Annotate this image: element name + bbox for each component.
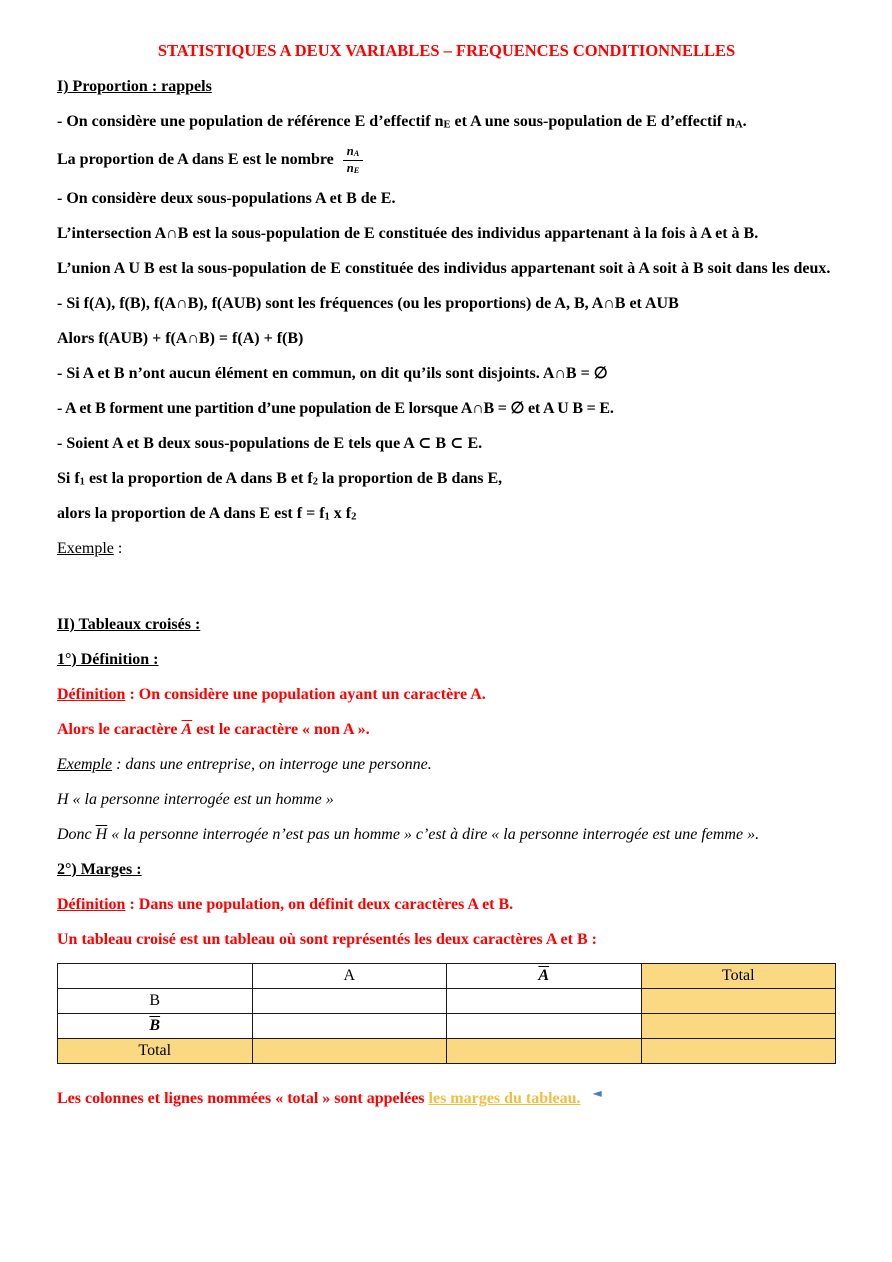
para-femme: Donc $\overline{H}$ « la personne interrogée n’est pas un homme » c’est à dire « la personne interrogée est une femme ». <box>57 825 760 843</box>
heading-definition-1: 1°) Définition : <box>57 650 159 668</box>
fraction-nA-over-nE: $\frac{nA}{nE}$ <box>343 145 363 176</box>
table-cell <box>58 963 253 988</box>
para-produit: alors la proportion de A dans E est f = f1 x f2 <box>57 504 357 523</box>
table-cell <box>447 1038 642 1063</box>
comment-anchor-triangle-icon: ◄ <box>592 1085 602 1100</box>
para-intersection: L’intersection A∩B est la sous-population de E constituée des individus appartenant à la fois à A et à B. <box>57 224 759 242</box>
heading-tableaux-croises: II) Tableaux croisés : <box>57 615 201 633</box>
table-cell <box>252 988 447 1013</box>
para-definition-marges: Définition : Dans une population, on définit deux caractères A et B. <box>57 895 514 913</box>
document-body <box>57 75 836 1111</box>
para-deux-sous-populations: - On considère deux sous-populations A et B de E. <box>57 189 396 207</box>
para-union: L’union A U B est la sous-population de E constituée des individus appartenant soit à A soit à B soit dans les deux. <box>57 259 831 277</box>
para-marges-footer: Les colonnes et lignes nommées « total » sont appelées les marges du tableau. ◄ <box>57 1085 602 1107</box>
table-cell <box>252 1038 447 1063</box>
cross-table <box>57 963 836 1064</box>
para-frequences: - Si f(A), f(B), f(A∩B), f(AUB) sont les fréquences (ou les proportions) de A, B, A∩B et AUB <box>57 294 679 312</box>
table-row-0 <box>58 963 836 988</box>
para-homme: H « la personne interrogée est un homme » <box>57 790 334 808</box>
table-cell <box>252 1013 447 1038</box>
para-formule-union: Alors f(AUB) + f(A∩B) = f(A) + f(B) <box>57 329 304 347</box>
para-partition: - A et B forment une partition d’une population de E lorsque A∩B = ∅ et A U B = E. <box>57 399 614 417</box>
spacer-1 <box>57 572 836 602</box>
table-row-1 <box>58 988 836 1013</box>
table-row-2 <box>58 1013 836 1038</box>
table-cell <box>447 1013 642 1038</box>
para-disjoints: - Si A et B n’ont aucun élément en commun, on dit qu’ils sont disjoints. A∩B = ∅ <box>57 364 608 382</box>
para-exemple-entreprise: Exemple : dans une entreprise, on interroge une personne. <box>57 755 432 773</box>
table-row-3 <box>58 1038 836 1063</box>
table-cell <box>641 1038 836 1063</box>
heading-proportion: I) Proportion : rappels <box>57 78 212 96</box>
para-exemple-1: Exemple : <box>57 539 123 557</box>
table-cell <box>641 1013 836 1038</box>
para-population-reference: - On considère une population de référence E d’effectif nE et A une sous-population de E d’effectif nA. <box>57 113 747 131</box>
document-title: STATISTIQUES A DEUX VARIABLES – FREQUENCES CONDITIONNELLES <box>157 41 736 60</box>
table-cell: Total <box>641 963 836 988</box>
para-non-A: Alors le caractère $\overline{A}$ est le caractère « non A ». <box>57 720 370 738</box>
para-f1-f2: Si f1 est la proportion de A dans B et f2 la proportion de B dans E, <box>57 469 503 488</box>
table-cell: Total <box>58 1038 253 1063</box>
table-cell: B <box>58 988 253 1013</box>
para-inclusion: - Soient A et B deux sous-populations de E tels que A ⊂ B ⊂ E. <box>57 434 483 452</box>
para-proportion-fraction: La proportion de A dans E est le nombre $\frac{nA}{nE}$ <box>57 145 836 176</box>
table-cell <box>641 988 836 1013</box>
heading-marges: 2°) Marges : <box>57 860 142 878</box>
table-cell <box>447 988 642 1013</box>
para-tableau-croise: Un tableau croisé est un tableau où sont représentés les deux caractères A et B : <box>57 930 597 948</box>
table-cell: $\overline{A}$ <box>447 963 642 988</box>
para-definition-caractere: Définition : On considère une population ayant un caractère A. <box>57 685 486 703</box>
table-cell: A <box>252 963 447 988</box>
table-cell: $\overline{B}$ <box>58 1013 253 1038</box>
